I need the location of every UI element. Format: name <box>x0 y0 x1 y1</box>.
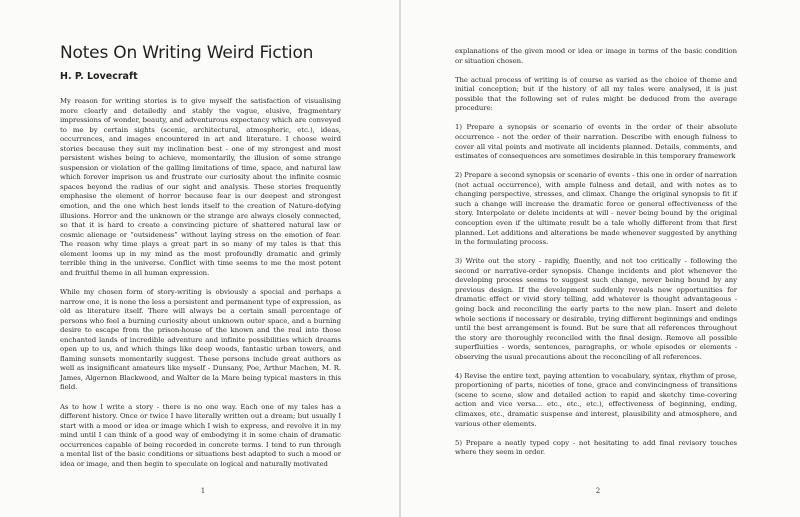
page-right <box>401 0 800 517</box>
paragraph: 4) Revise the entire text, paying attention to vocabulary, syntax, rhythm of prose, proportioning of parts, niceties of tone, grace and convincingness of transitions (scene to scene, slow and detailed action to rapid and sketchy time-covering action and vice versa... etc., etc., etc.), effectiveness of beginning, ending, climaxes, etc., dramatic suspense and interest, plausibility and atmosphere, and various other elements. <box>455 371 737 428</box>
paragraph: As to how I write a story - there is no one way. Each one of my tales has a different history. Once or twice I have literally written out a dream; but usually I start with a mood or idea or image which I wish to express, and revolve it in my mind until I can think of a good way of embodying it in some chain of dramatic occurrences capable of being recorded in concrete terms. I tend to run through a mental list of the basic conditions or situations best adapted to such a mood or idea or image, and then begin to speculate on logical and naturally motivated <box>60 402 341 468</box>
paragraph: 2) Prepare a second synopsis or scenario of events - this one in order of narration (not actual occurrence), with ample fulness and detail, and with notes as to changing perspective, stresses, and climax. Change the original synopsis to fit if such a change will increase the dramatic force or general effectiveness of the story. Interpolate or delete incidents at will - never being bound by the original conception even if the ultimate result be a tale wholly different from that first planned. Let additions and alterations be made whenever suggested by anything in the formulating process. <box>455 171 737 247</box>
page-number: 2 <box>595 487 601 495</box>
paragraph: My reason for writing stories is to give myself the satisfaction of visualising more clearly and detailedly and stably the vague, elusive, fragmentary impressions of wonder, beauty, and adventurous expectancy which are conveyed to me by certain sights (scenic, architectural, atmospheric, etc.), ideas, occurrences, and images encountered in art and literature. I choose weird stories because they suit my inclination best - one of my strongest and most persistent wishes being to achieve, momentarily, the illusion of some strange suspension or violation of the galling limitations of time, space, and natural law which forever imprison us and frustrate our curiosity about the infinite cosmic spaces beyond the radius of our sight and analysis. These stories frequently emphasise the element of horror because fear is our deepest and strongest emotion, and the one which best lends itself to the creation of Nature-defying illusions. Horror and the unknown or the strange are always closely connected, so that it is hard to create a convincing picture of shattered natural law or cosmic alienage or “outsideness” without laying stress on the emotion of fear. The reason why time plays a great part in so many of my tales is that this element looms up in my mind as the most profoundly dramatic and grimly terrible thing in the universe. Conflict with time seems to me the most potent and fruitful theme in all human expression. <box>60 97 341 277</box>
paragraph: While my chosen form of story-writing is obviously a special and perhaps a narrow one, it is none the less a persistent and permanent type of expression, as old as literature itself. There will always be a certain small percentage of persons who feel a burning curiosity about unknown outer space, and a burning desire to escape from the prison-house of the known and the real into those enchanted lands of incredible adventure and infinite possibilities which dreams open up to us, and which things like deep woods, fantastic urban towers, and flaming sunsets momentarily suggest. These persons include great authors as well as insignificant amateurs like myself - Dunsany, Poe, Arthur Machen, M. R. James, Algernon Blackwood, and Walter de la Mare being typical masters in this field. <box>60 287 341 392</box>
page-left <box>0 0 399 517</box>
document-title: Notes On Writing Weird Fiction <box>60 43 314 63</box>
paragraph: 3) Write out the story - rapidly, fluently, and not too critically - following the second or narrative-order synopsis. Change incidents and plot whenever the developing process seems to suggest such change, never being bound by any previous design. If the development suddenly reveals new opportunities for dramatic effect or vivid story telling, add whatever is thought advantageous - going back and reconciling the early parts to the new plan. Insert and delete whole sections if necessary or desirable, trying different beginnings and endings until the best arrangement is found. But be sure that all references throughout the story are thoroughly reconciled with the final design. Remove all possible superfluities - words, sentences, paragraphs, or whole episodes or elements - observing the usual precautions about the reconciling of all references. <box>455 257 737 361</box>
page-number: 1 <box>200 487 206 495</box>
right-page-body <box>455 47 737 467</box>
paragraph: 1) Prepare a synopsis or scenario of events in the order of their absolute occurrence - not the order of their narration. Describe with enough fulness to cover all vital points and motivate all incidents planned. Details, comments, and estimates of consequences are sometimes desirable in this temporary framework <box>455 123 737 161</box>
left-page-body <box>60 97 341 479</box>
paragraph: explanations of the given mood or idea or image in terms of the basic condition or situation chosen. <box>455 47 737 65</box>
document-author: H. P. Lovecraft <box>60 71 138 82</box>
paragraph: The actual process of writing is of course as varied as the choice of theme and initial conception; but if the history of all my tales were analysed, it is just possible that the following set of rules might be deduced from the average procedure: <box>455 75 737 113</box>
paragraph: 5) Prepare a neatly typed copy - not hesitating to add final revisory touches where they seem in order. <box>455 438 737 457</box>
